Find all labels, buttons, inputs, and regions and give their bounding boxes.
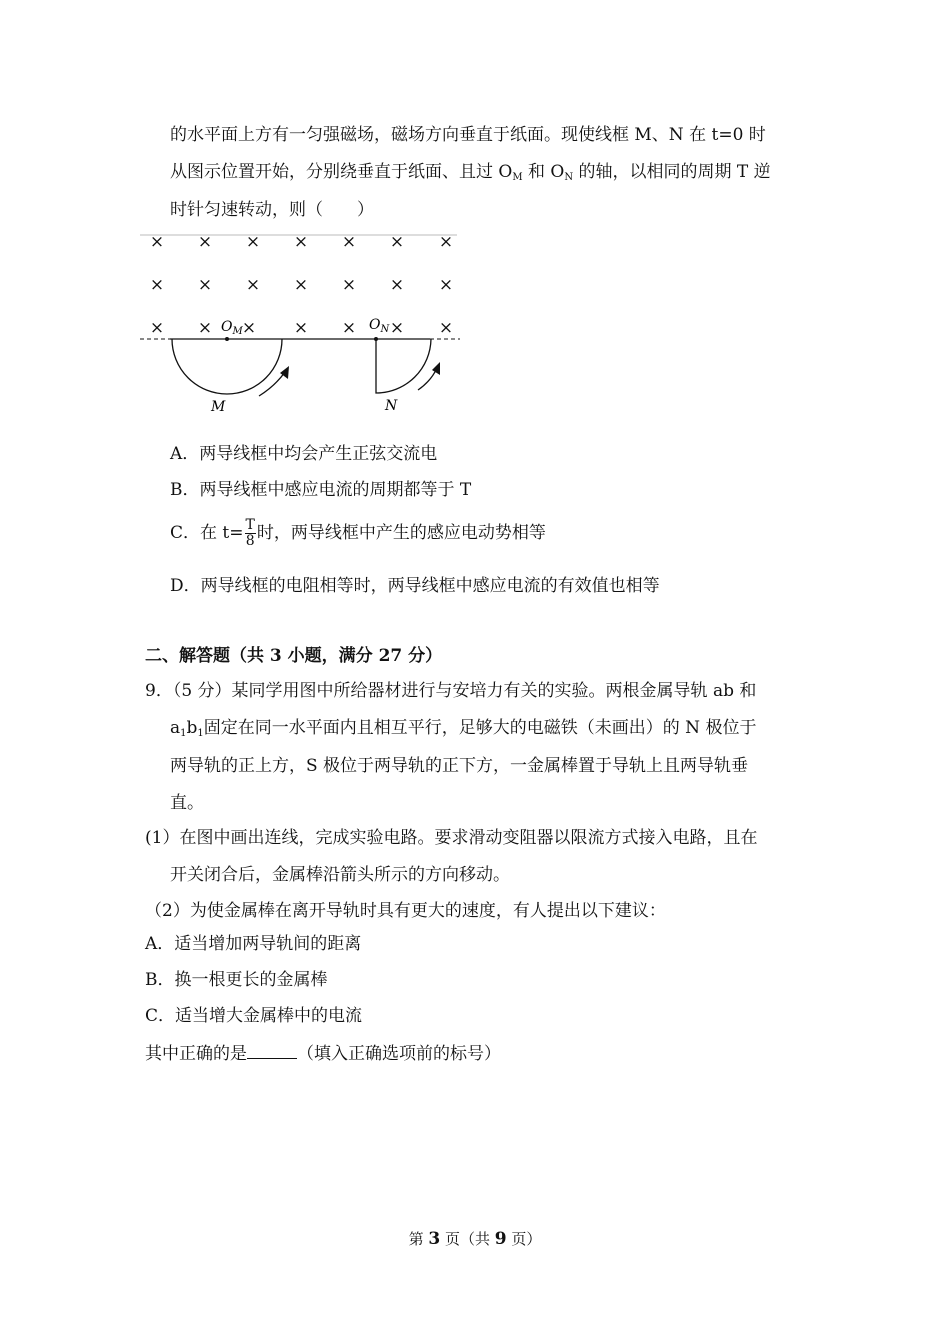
fraction-numerator: T — [245, 517, 255, 533]
footer-mid: 页（共 — [440, 1230, 495, 1248]
subscript-n: N — [564, 172, 574, 183]
q9-line2-b: b — [186, 718, 198, 738]
q9-answer-before: 其中正确的是 — [145, 1044, 247, 1064]
field-cross-mark: × — [389, 318, 405, 338]
q8-option-a: A．两导线框中均会产生正弦交流电 — [170, 444, 438, 464]
field-cross-mark: × — [149, 275, 165, 295]
footer-page-number: 3 — [428, 1229, 441, 1249]
field-cross-mark: × — [241, 318, 257, 338]
loop-m-semicircle — [172, 339, 282, 394]
q9-line2-a: a — [170, 718, 181, 738]
q8-option-c-before: C．在 t= — [170, 523, 244, 543]
q9-option-c: C．适当增大金属棒中的电流 — [145, 1006, 363, 1026]
q9-part1-line2: 开关闭合后，金属棒沿箭头所示的方向移动。 — [170, 865, 510, 885]
q9-option-b: B．换一根更长的金属棒 — [145, 970, 328, 990]
q9-line2-rest: 固定在同一水平面内且相互平行，足够大的电磁铁（未画出）的 N 极位于 — [203, 718, 757, 738]
label-n: N — [385, 398, 398, 414]
q8-stem-line2 — [170, 160, 771, 190]
field-cross-mark: × — [341, 275, 357, 295]
answer-blank[interactable] — [247, 1041, 297, 1059]
label-m: M — [211, 399, 226, 415]
q9-line2 — [170, 716, 756, 746]
label-on: $O_N$ — [369, 317, 390, 335]
field-cross-mark: × — [245, 275, 261, 295]
subscript-m: M — [512, 172, 523, 183]
section-heading: 二、解答题（共 3 小题，满分 27 分） — [145, 646, 443, 666]
q8-option-c-after: 时，两导线框中产生的感应电动势相等 — [256, 523, 546, 543]
axis-on-dot — [374, 337, 378, 341]
axis-om-dot — [225, 337, 229, 341]
field-cross-mark: × — [293, 232, 309, 252]
footer-before: 第 — [408, 1230, 429, 1248]
footer-total-pages: 9 — [494, 1229, 507, 1249]
fraction-denominator: 8 — [245, 533, 255, 549]
q9-line1: 9．（5 分）某同学用图中所给器材进行与安培力有关的实验。两根金属导轨 ab 和 — [145, 681, 757, 701]
page-footer — [0, 1228, 950, 1249]
q9-subscript-1: 1 — [180, 728, 187, 739]
field-cross-mark: × — [197, 275, 213, 295]
rotation-arrow-n-head — [432, 362, 440, 375]
loop-n-quarter — [376, 339, 431, 393]
q8-option-d: D．两导线框的电阻相等时，两导线框中感应电流的有效值也相等 — [170, 576, 660, 596]
field-cross-mark: × — [389, 232, 405, 252]
field-cross-mark: × — [293, 275, 309, 295]
field-cross-mark: × — [293, 318, 309, 338]
q9-line3: 两导轨的正上方，S 极位于两导轨的正下方，一金属棒置于导轨上且两导轨垂 — [170, 756, 749, 776]
q9-option-a: A．适当增加两导轨间的距离 — [145, 934, 362, 954]
fraction-t-over-8 — [245, 518, 256, 549]
footer-after: 页） — [506, 1230, 542, 1248]
label-om: $O_M$ — [221, 319, 243, 337]
magnetic-field-figure — [135, 228, 465, 418]
q8-stem-line1: 的水平面上方有一匀强磁场，磁场方向垂直于纸面。现使线框 M、N 在 t=0 时 — [170, 125, 766, 145]
field-cross-mark: × — [341, 318, 357, 338]
q9-answer-after: （填入正确选项前的标号） — [297, 1044, 501, 1064]
q8-option-b: B．两导线框中感应电流的周期都等于 T — [170, 480, 472, 500]
field-cross-mark: × — [149, 232, 165, 252]
field-cross-mark: × — [438, 275, 454, 295]
field-cross-mark: × — [197, 232, 213, 252]
q9-part2: （2）为使金属棒在离开导轨时具有更大的速度，有人提出以下建议： — [145, 901, 666, 921]
field-cross-mark: × — [245, 232, 261, 252]
field-cross-mark: × — [149, 318, 165, 338]
field-crosses — [150, 232, 453, 338]
q8-stem-line2-after: 的轴，以相同的周期 T 逆 — [573, 162, 771, 182]
field-cross-mark: × — [341, 232, 357, 252]
q9-part1-line1: (1）在图中画出连线，完成实验电路。要求滑动变阻器以限流方式接入电路，且在 — [145, 828, 758, 848]
q8-stem-line2-before: 从图示位置开始，分别绕垂直于纸面、且过 O — [170, 162, 513, 182]
field-cross-mark: × — [197, 318, 213, 338]
field-cross-mark: × — [438, 318, 454, 338]
q8-stem-line2-mid: 和 O — [522, 162, 565, 182]
q9-line4: 直。 — [170, 793, 204, 813]
rotation-arrow-m — [259, 372, 285, 396]
q8-stem-line3: 时针匀速转动，则（ ） — [170, 200, 374, 220]
q8-option-c — [170, 517, 546, 549]
q9-subscript-2: 1 — [197, 728, 204, 739]
q9-answer-line — [145, 1041, 501, 1066]
field-cross-mark: × — [389, 275, 405, 295]
field-cross-mark: × — [438, 232, 454, 252]
